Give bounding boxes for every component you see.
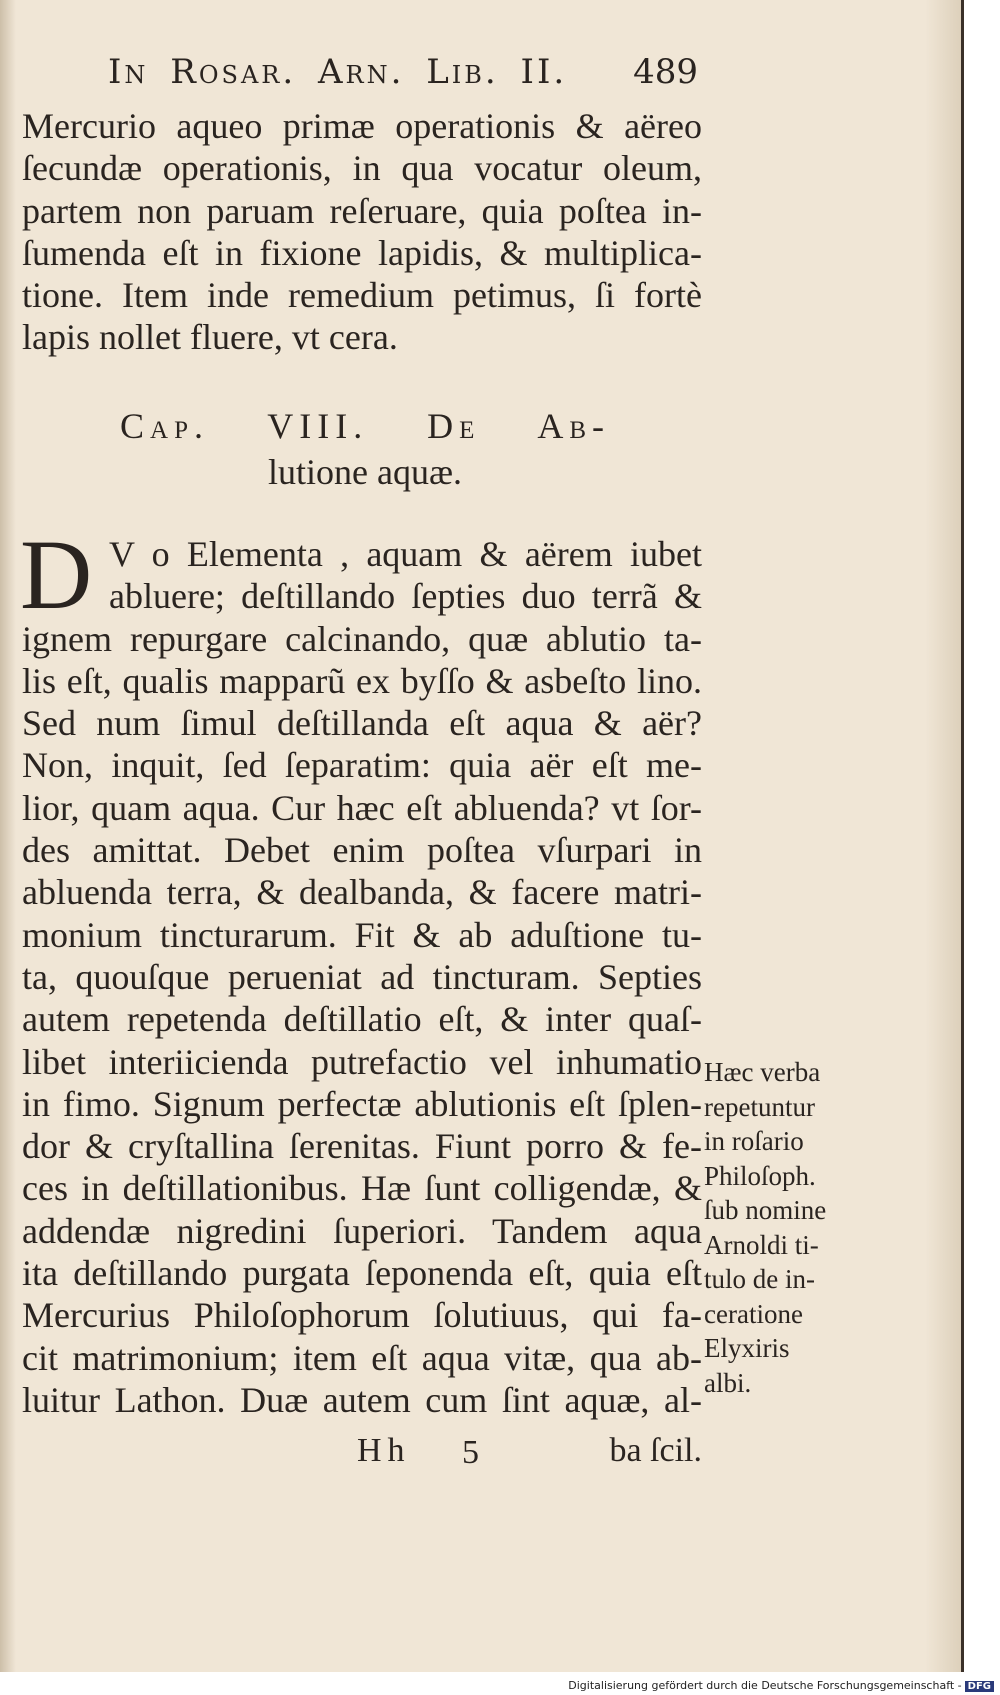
running-title: In Rosar. Arn. Lib. II.	[108, 52, 568, 92]
margin-note-line: repetuntur	[704, 1091, 815, 1122]
text-line: lapis nollet fluere, vt cera.	[22, 317, 398, 358]
text-line: Non, inquit, ſed ſeparatim: quia aër eſt me-	[22, 745, 702, 786]
margin-note-line: albi.	[704, 1367, 752, 1398]
text-line: V o Elementa , aquam & aërem iubet	[109, 534, 702, 574]
text-block-body	[22, 533, 702, 1421]
text-line: libet interiicienda putrefactio vel inhumatio	[22, 1041, 702, 1082]
margin-note-line: Elyxiris	[704, 1333, 790, 1363]
text-line: partem non paruam reſeruare, quia poſtea in-	[22, 190, 702, 231]
digitization-credit	[568, 1679, 994, 1692]
text-line: ignem repurgare calcinando, quæ ablutio ta-	[22, 618, 702, 659]
text-line: autem repetenda deſtillatio eſt, & inter quaſ-	[22, 999, 702, 1040]
margin-note-line: ſub nomine	[704, 1195, 827, 1225]
margin-note-line: ceratione	[704, 1298, 803, 1329]
credit-text: Digitalisierung gefördert durch die Deutsche Forschungsgemeinschaft -	[568, 1679, 962, 1692]
dfg-logo: DFG	[965, 1681, 994, 1692]
text-line: Mercurio aqueo primæ operationis & aëreo	[22, 106, 702, 146]
text-line: addendæ nigredini ſuperiori. Tandem aqua	[22, 1210, 702, 1251]
text-line: cit matrimonium; item eſt aqua vitæ, qua ab-	[22, 1337, 702, 1378]
page-header	[108, 52, 698, 102]
margin-note-line: in roſario	[704, 1126, 804, 1156]
margin-note-line: Arnoldi ti-	[704, 1229, 819, 1260]
marginal-note	[704, 1055, 864, 1400]
page-footer	[357, 1432, 702, 1477]
signature-mark: Hh	[357, 1432, 411, 1469]
text-line: Mercurius Philoſophorum ſolutiuus, qui fa-	[22, 1295, 702, 1336]
text-line: abluere; deſtillando ſepties duo terrã &	[109, 576, 702, 617]
text-line: tione. Item inde remedium petimus, ſi fortè	[22, 275, 702, 316]
text-line: ces in deſtillationibus. Hæ ſunt colligendæ, &	[22, 1168, 702, 1209]
page-number: 489	[633, 52, 698, 92]
page-edge-shadow	[925, 0, 961, 1672]
text-line: dor & cryſtallina ſerenitas. Fiunt porro & fe-	[22, 1126, 702, 1167]
text-line: luitur Lathon. Duæ autem cum ſint aquæ, al-	[22, 1379, 702, 1420]
text-line: monium tincturarum. Fit & ab aduſtione tu-	[22, 914, 702, 955]
text-line: ſumenda eſt in fixione lapidis, & multiplica-	[22, 232, 702, 273]
text-line: lior, quam aqua. Cur hæc eſt abluenda? vt ſor-	[22, 787, 702, 828]
text-line: abluenda terra, & dealbanda, & facere matri-	[22, 872, 702, 913]
margin-note-line: Hæc verba	[704, 1057, 821, 1087]
margin-note-line: tulo de in-	[704, 1264, 815, 1294]
chapter-heading	[120, 405, 610, 493]
margin-note-line: Philoſoph.	[704, 1160, 816, 1191]
chapter-title-line-2: lutione aquæ.	[268, 452, 462, 492]
drop-cap-initial: D	[20, 519, 93, 630]
text-line: lis eſt, qualis mapparũ ex byſſo & asbeſto lino.	[22, 660, 702, 701]
signature-number: 5	[462, 1434, 479, 1471]
text-line: Sed num ſimul deſtillanda eſt aqua & aër?	[22, 703, 702, 744]
text-line: des amittat. Debet enim poſtea vſurpari in	[22, 830, 702, 871]
text-line: ta, quouſque perueniat ad tincturam. Septies	[22, 956, 702, 997]
text-line: ita deſtillando purgata ſeponenda eſt, quia eſt	[22, 1253, 702, 1294]
text-line: in fimo. Signum perfectæ ablutionis eſt ſplen-	[22, 1083, 702, 1124]
chapter-title-line-1: Cap. VIII. De Ab-	[120, 406, 610, 446]
catchword: ba ſcil.	[609, 1432, 702, 1469]
text-line: ſecundæ operationis, in qua vocatur oleum,	[22, 148, 702, 189]
text-block-top	[22, 105, 702, 359]
